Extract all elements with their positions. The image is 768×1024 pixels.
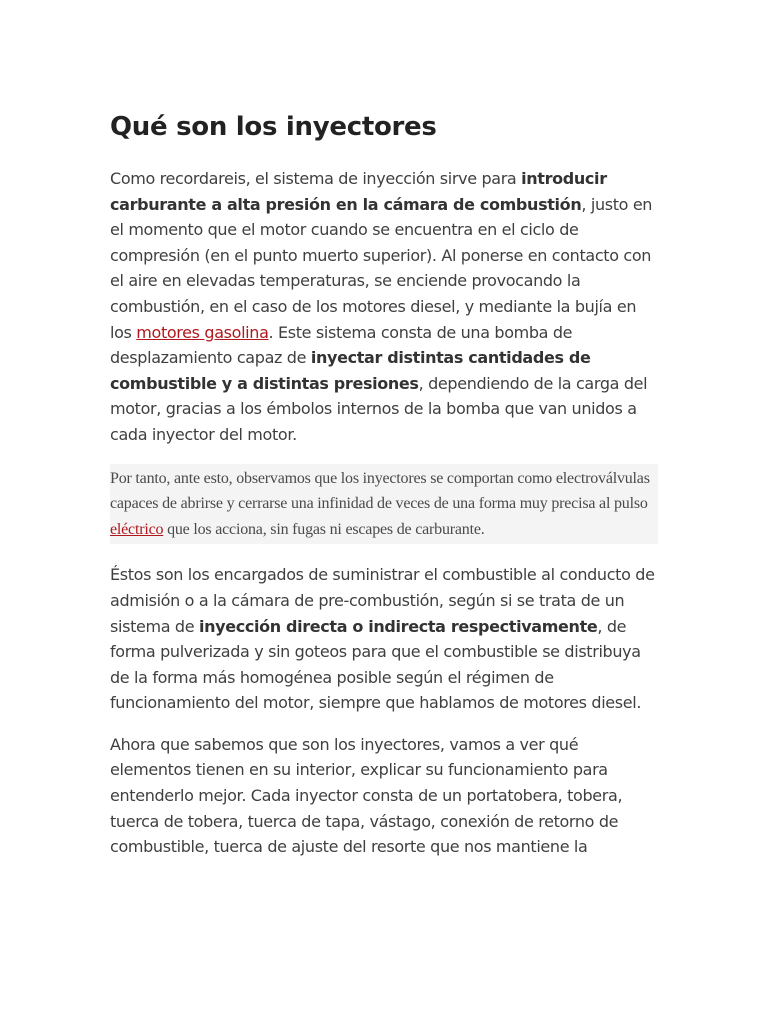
quote-block (110, 464, 658, 545)
bold-text: inyectar distintas cantidades de combustible y a distintas presiones (110, 348, 591, 393)
electrico-link[interactable]: eléctrico (110, 520, 164, 538)
motores-gasolina-link[interactable]: motores gasolina (136, 322, 269, 342)
paragraph-intro (110, 166, 658, 448)
paragraph-text: , justo en el momento que el motor cuando se encuentra en el ciclo de compresión (en el punto muerto superior). Al ponerse en contacto con el aire en elevadas temperaturas, se enciende provocando la combustión, en el caso de los motores diesel, y mediante la bujía en los (110, 194, 653, 342)
paragraph-injectors-role (110, 562, 658, 716)
paragraph-text: Éstos son los encargados de suministrar el combustible al conducto de admisión o a la cámara de pre-combustión, según si se trata de un sistema de (110, 565, 655, 636)
article-title: Qué son los inyectores (110, 112, 437, 142)
quote-text: Por tanto, ante esto, observamos que los inyectores se comportan como electroválvulas capaces de abrirse y cerrarse una infinidad de veces de una forma muy precisa al pulso (110, 469, 650, 513)
bold-text: introducir carburante a alta presión en la cámara de combustión (110, 169, 607, 214)
paragraph-text: Ahora que sabemos que son los inyectores, vamos a ver qué elementos tienen en su interior, explicar su funcionamiento para entenderlo mejor. Cada inyector consta de un portatobera, tobera, tuerca de tobera, tuerca de tapa, vástago, conexión de retorno de combustible, tuerca de ajuste del resorte que nos mantiene la (110, 734, 623, 857)
paragraph-text: , dependiendo de la carga del motor, gracias a los émbolos internos de la bomba que van unidos a cada inyector del motor. (110, 373, 648, 444)
paragraph-text: . Este sistema consta de una bomba de desplazamiento capaz de (110, 322, 573, 368)
quote-text: que los acciona, sin fugas ni escapes de carburante. (163, 520, 485, 538)
article (110, 108, 658, 876)
paragraph-text: , de forma pulverizada y sin goteos para que el combustible se distribuya de la forma más homogénea posible según el régimen de funcionamiento del motor, siempre que hablamos de motores diesel. (110, 616, 642, 713)
paragraph-injector-parts (110, 732, 658, 860)
bold-text: inyección directa o indirecta respectivamente (198, 616, 598, 636)
paragraph-text: Como recordareis, el sistema de inyección sirve para (110, 169, 522, 188)
